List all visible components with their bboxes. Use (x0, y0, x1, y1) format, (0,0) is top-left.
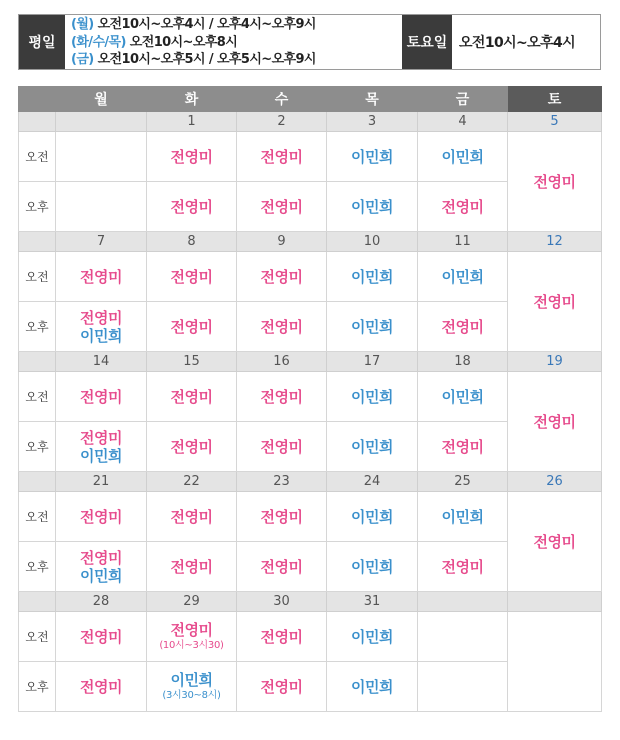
staff-name: 전영미 (533, 292, 576, 311)
staff-name: 이민희 (351, 387, 393, 406)
staff-name: 전영미 (170, 621, 213, 639)
schedule-cell (147, 252, 237, 302)
schedule-cell (418, 612, 508, 662)
staff-name: 전영미 (170, 437, 213, 456)
schedule-cell (237, 492, 327, 542)
date-cell: 30 (237, 592, 327, 612)
date-cell (418, 592, 508, 612)
staff-name: 이민희 (80, 326, 122, 345)
staff-name: 이민희 (351, 627, 393, 646)
schedule-cell (418, 302, 508, 352)
schedule-cell (237, 662, 327, 712)
staff-name: 전영미 (260, 197, 303, 216)
date-cell: 17 (327, 352, 418, 372)
date-corner-cell (19, 352, 56, 372)
weekday-hours (65, 15, 402, 69)
staff-name: 이민희 (351, 197, 393, 216)
header-thursday: 목 (327, 87, 418, 112)
staff-name: 전영미 (80, 387, 122, 406)
friday-hours (71, 51, 402, 69)
staff-name: 전영미 (80, 627, 122, 646)
header-tuesday: 화 (147, 87, 237, 112)
schedule-cell (56, 302, 147, 352)
header-monday: 월 (56, 87, 147, 112)
schedule-cell (327, 542, 418, 592)
staff-name: 이민희 (351, 267, 393, 286)
corner-cell (19, 87, 56, 112)
date-cell: 24 (327, 472, 418, 492)
staff-name: 전영미 (441, 437, 484, 456)
date-row (19, 592, 602, 612)
staff-name: 이민희 (441, 267, 484, 286)
staff-name: 이민희 (80, 446, 122, 465)
saturday-cell (508, 132, 602, 232)
staff-name: 이민희 (441, 147, 484, 166)
saturday-label: 토요일 (402, 15, 452, 69)
date-cell: 19 (508, 352, 602, 372)
hours-days: (월) (71, 17, 94, 32)
schedule-calendar (18, 86, 602, 712)
staff-name: 전영미 (170, 387, 213, 406)
schedule-cell (237, 252, 327, 302)
pm-label: 오후 (19, 182, 56, 232)
pm-label: 오후 (19, 302, 56, 352)
schedule-cell (418, 132, 508, 182)
schedule-cell (327, 372, 418, 422)
schedule-cell (418, 662, 508, 712)
staff-name: 전영미 (170, 267, 213, 286)
schedule-cell (237, 132, 327, 182)
schedule-cell (327, 302, 418, 352)
staff-name: 전영미 (80, 267, 122, 286)
schedule-cell (56, 372, 147, 422)
staff-name: 이민희 (441, 507, 484, 526)
date-cell: 5 (508, 112, 602, 132)
staff-name: 전영미 (80, 428, 122, 447)
staff-name: 전영미 (80, 548, 122, 567)
schedule-cell (56, 182, 147, 232)
am-label: 오전 (19, 132, 56, 182)
schedule-cell (237, 612, 327, 662)
schedule-cell (418, 372, 508, 422)
date-row (19, 112, 602, 132)
pm-label: 오후 (19, 662, 56, 712)
saturday-cell (508, 492, 602, 592)
date-cell: 9 (237, 232, 327, 252)
staff-name: 전영미 (260, 387, 303, 406)
staff-name: 전영미 (170, 147, 213, 166)
time-note: (3시30~8시) (162, 690, 221, 701)
staff-name: 이민희 (351, 557, 393, 576)
schedule-cell (327, 492, 418, 542)
date-cell (56, 112, 147, 132)
date-cell: 4 (418, 112, 508, 132)
schedule-cell (327, 252, 418, 302)
schedule-cell (418, 252, 508, 302)
date-corner-cell (19, 592, 56, 612)
date-cell: 25 (418, 472, 508, 492)
schedule-cell (237, 302, 327, 352)
staff-name: 전영미 (260, 317, 303, 336)
staff-name: 전영미 (441, 197, 484, 216)
schedule-cell (147, 662, 237, 712)
schedule-cell (147, 372, 237, 422)
schedule-cell (327, 422, 418, 472)
schedule-cell (237, 372, 327, 422)
date-cell: 14 (56, 352, 147, 372)
staff-name: 전영미 (260, 147, 303, 166)
staff-name: 전영미 (260, 437, 303, 456)
saturday-hours: 오전10시~오후4시 (459, 35, 576, 51)
date-cell: 1 (147, 112, 237, 132)
date-cell: 10 (327, 232, 418, 252)
am-row (19, 252, 602, 302)
weekday-header-row (19, 87, 602, 112)
schedule-cell (56, 612, 147, 662)
date-cell: 21 (56, 472, 147, 492)
schedule-cell (56, 132, 147, 182)
date-cell: 3 (327, 112, 418, 132)
weekday-label: 평일 (19, 15, 65, 69)
staff-name: 전영미 (260, 557, 303, 576)
staff-name: 이민희 (351, 317, 393, 336)
staff-name: 전영미 (260, 507, 303, 526)
date-cell: 31 (327, 592, 418, 612)
schedule-cell (418, 182, 508, 232)
date-cell: 12 (508, 232, 602, 252)
schedule-cell (147, 132, 237, 182)
pm-label: 오후 (19, 542, 56, 592)
staff-name: 이민희 (351, 507, 393, 526)
staff-name: 전영미 (260, 677, 303, 696)
am-row (19, 132, 602, 182)
date-cell: 22 (147, 472, 237, 492)
am-label: 오전 (19, 372, 56, 422)
am-label: 오전 (19, 492, 56, 542)
header-wednesday: 수 (237, 87, 327, 112)
date-cell: 26 (508, 472, 602, 492)
date-cell: 7 (56, 232, 147, 252)
monday-hours (71, 16, 402, 34)
staff-name: 전영미 (441, 317, 484, 336)
hours-text: 오전10시~오후4시 / 오후4시~오후9시 (93, 17, 316, 32)
date-cell (508, 592, 602, 612)
staff-name: 전영미 (260, 267, 303, 286)
staff-name: 전영미 (170, 557, 213, 576)
schedule-cell (327, 662, 418, 712)
staff-name: 전영미 (80, 507, 122, 526)
staff-name: 전영미 (441, 557, 484, 576)
schedule-cell (327, 182, 418, 232)
schedule-cell (56, 422, 147, 472)
header-saturday: 토 (508, 87, 602, 112)
staff-name: 이민희 (80, 566, 122, 585)
date-row (19, 232, 602, 252)
header-friday: 금 (418, 87, 508, 112)
schedule-cell (147, 422, 237, 472)
date-cell: 23 (237, 472, 327, 492)
staff-name: 전영미 (80, 677, 122, 696)
staff-name: 이민희 (351, 437, 393, 456)
saturday-cell (508, 252, 602, 352)
schedule-cell (56, 252, 147, 302)
staff-name: 전영미 (80, 308, 122, 327)
office-hours-box (18, 14, 601, 70)
date-corner-cell (19, 112, 56, 132)
staff-name: 전영미 (533, 412, 576, 431)
schedule-cell (418, 492, 508, 542)
schedule-cell (147, 492, 237, 542)
date-corner-cell (19, 472, 56, 492)
staff-name: 전영미 (170, 317, 213, 336)
date-cell: 11 (418, 232, 508, 252)
schedule-cell (147, 612, 237, 662)
schedule-cell (56, 492, 147, 542)
date-cell: 28 (56, 592, 147, 612)
hours-text: 오전10시~오후5시 / 오후5시~오후9시 (93, 52, 316, 67)
am-label: 오전 (19, 252, 56, 302)
schedule-cell (56, 662, 147, 712)
staff-name: 이민희 (441, 387, 484, 406)
schedule-cell (418, 542, 508, 592)
date-cell: 8 (147, 232, 237, 252)
date-cell: 2 (237, 112, 327, 132)
hours-days: (금) (71, 52, 94, 67)
schedule-cell (147, 542, 237, 592)
date-cell: 16 (237, 352, 327, 372)
am-label: 오전 (19, 612, 56, 662)
staff-name: 전영미 (170, 507, 213, 526)
am-row (19, 372, 602, 422)
staff-name: 전영미 (533, 532, 576, 551)
staff-name: 전영미 (533, 172, 576, 191)
date-cell: 29 (147, 592, 237, 612)
schedule-cell (418, 422, 508, 472)
staff-name: 전영미 (170, 197, 213, 216)
hours-days: (화/수/목) (71, 34, 126, 50)
schedule-cell (237, 182, 327, 232)
staff-name: 전영미 (260, 627, 303, 646)
staff-name: 이민희 (351, 147, 393, 166)
date-corner-cell (19, 232, 56, 252)
tue-wed-thu-hours (71, 34, 402, 52)
saturday-cell (508, 612, 602, 712)
schedule-cell (147, 302, 237, 352)
am-row (19, 492, 602, 542)
date-row (19, 472, 602, 492)
date-cell: 15 (147, 352, 237, 372)
schedule-cell (237, 542, 327, 592)
staff-name: 이민희 (170, 671, 213, 689)
pm-label: 오후 (19, 422, 56, 472)
saturday-cell (508, 372, 602, 472)
staff-name: 이민희 (351, 677, 393, 696)
schedule-cell (56, 542, 147, 592)
hours-text: 오전10시~오후8시 (125, 34, 238, 50)
time-note: (10시~3시30) (159, 640, 224, 651)
am-row (19, 612, 602, 662)
schedule-cell (327, 612, 418, 662)
date-row (19, 352, 602, 372)
schedule-cell (147, 182, 237, 232)
schedule-cell (327, 132, 418, 182)
date-cell: 18 (418, 352, 508, 372)
schedule-cell (237, 422, 327, 472)
